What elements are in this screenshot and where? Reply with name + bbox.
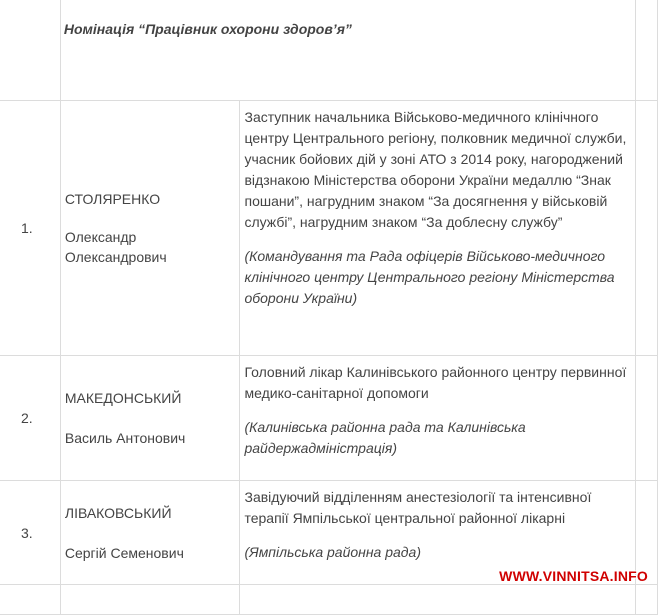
empty-cell bbox=[0, 0, 60, 101]
nominator: (Ямпільська районна рада) bbox=[244, 544, 421, 560]
empty-cell bbox=[635, 0, 657, 101]
nominee-surname: СТОЛЯРЕНКО bbox=[64, 191, 161, 207]
nominee-name bbox=[60, 101, 240, 356]
nominee-name bbox=[60, 481, 240, 585]
nominee-position: Головний лікар Калинівського районного центру первинної медико-санітарної допомоги bbox=[244, 364, 627, 401]
nomination-header-row bbox=[0, 0, 658, 101]
row-number: 3. bbox=[0, 481, 60, 585]
table-row bbox=[0, 585, 658, 615]
empty-cell bbox=[635, 585, 657, 615]
nominee-given-name: Олександр Олександрович bbox=[64, 229, 167, 265]
nominator: (Командування та Рада офіцерів Військово-медичного клінічного центру Центрального регіону Міністерства оборони України) bbox=[244, 248, 615, 306]
table-row bbox=[0, 101, 658, 356]
nominee-given-name: Василь Антонович bbox=[64, 430, 186, 446]
nominee-position: Заступник начальника Військово-медичного клінічного центру Центрального регіону, полковник медичної служби, учасник бойових дій у зоні АТО з 2014 року, нагороджений відзнакою Міністерства оборони України медаллю “Знак пошани”, нагрудним знаком “За досягнення у військовій службі”, нагрудним знаком “За доблесну службу” bbox=[244, 109, 627, 230]
nominee-description bbox=[240, 356, 635, 481]
nominee-given-name: Сергій Семенович bbox=[64, 544, 184, 561]
nominee-description bbox=[240, 101, 635, 356]
nomination-title: Номінація “Працівник охорони здоров’я” bbox=[60, 0, 635, 101]
nominee-surname: МАКЕДОНСЬКИЙ bbox=[64, 390, 182, 406]
site-watermark: WWW.VINNITSA.INFO bbox=[499, 568, 648, 584]
nominee-name bbox=[60, 356, 240, 481]
row-number: 2. bbox=[0, 356, 60, 481]
nominator: (Калинівська районна рада та Калинівська райдержадміністрація) bbox=[244, 419, 526, 456]
empty-cell bbox=[635, 356, 657, 481]
empty-cell bbox=[60, 585, 240, 615]
table-row bbox=[0, 356, 658, 481]
row-number: 1. bbox=[0, 101, 60, 356]
nominee-surname: ЛІВАКОВСЬКИЙ bbox=[64, 504, 172, 521]
empty-cell bbox=[635, 101, 657, 356]
empty-cell bbox=[240, 585, 635, 615]
empty-cell bbox=[0, 585, 60, 615]
nominee-position: Завідуючий відділенням анестезіології та інтенсивної терапії Ямпільської центральної районної лікарні bbox=[244, 489, 592, 526]
